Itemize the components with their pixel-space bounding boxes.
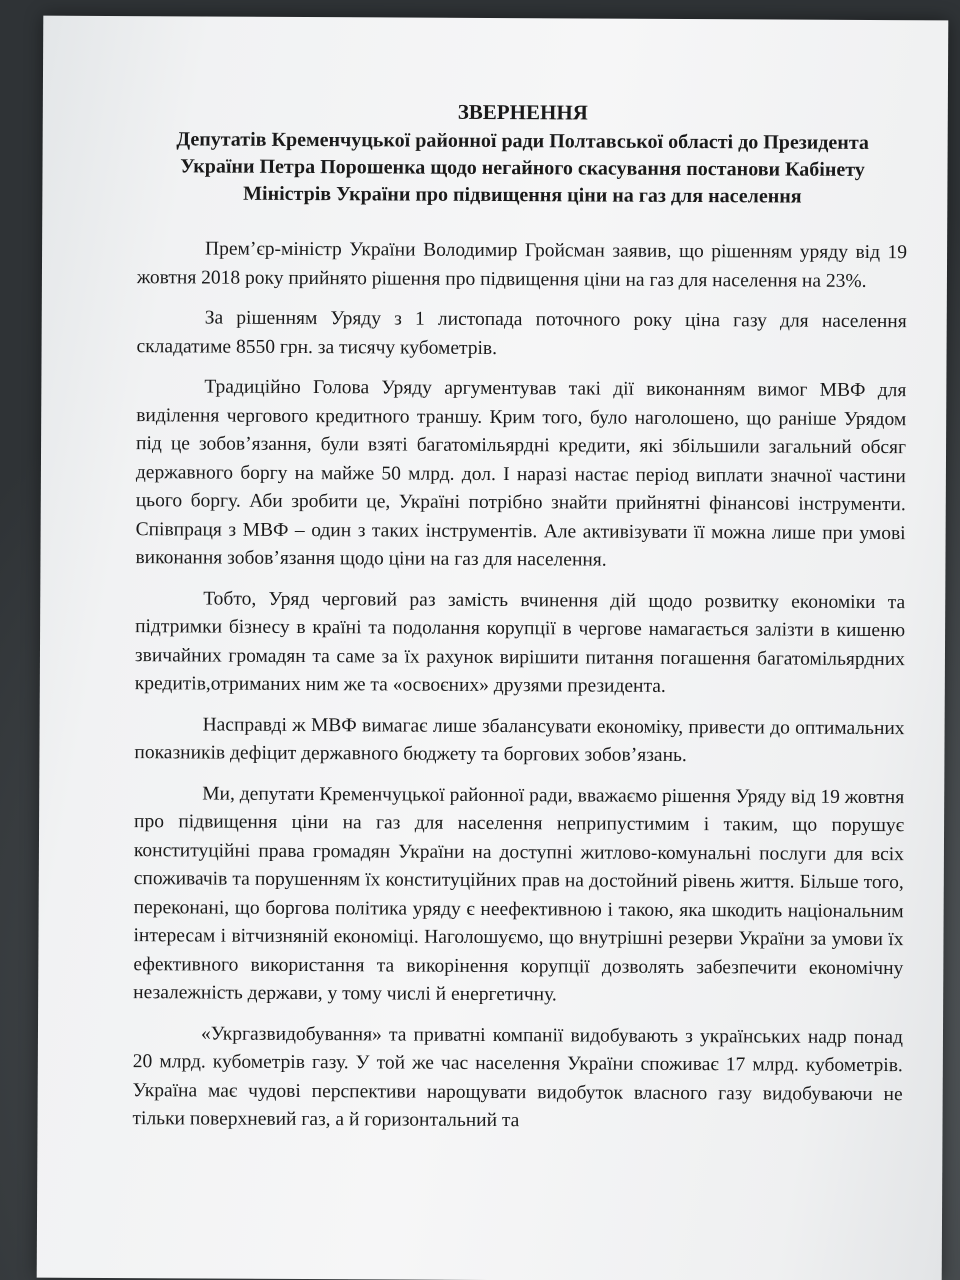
document-body	[132, 96, 907, 1150]
paragraph-7: «Укргазвидобування» та приватні компанії видобувають з українських надр понад 20 млрд. кубометрів газу. У той же час населення України споживає 17 млрд. кубометрів. Україна має чудові перспективи нарощувати видобуток власного газу видобуваючи не тільки поверхневий газ, а й горизонтальний та	[132, 1022, 904, 1132]
paragraph-1: Прем’єр-міністр України Володимир Гройсман заявив, що рішенням уряду від 19 жовтня 2018 року прийнято рішення про підвищення ціни на газ для населення на 23%.	[136, 238, 908, 292]
paper-sheet	[37, 16, 949, 1280]
paragraph-3: Традиційно Голова Уряду аргументував такі дії виконанням вимог МВФ для виділення чергового кредитного траншу. Крим того, було наголошено, що раніше Урядом під це зобов’язання, були взяті багатомільярдні кредити, які збільшили загальний обсяг державного боргу на майже 50 млрд. дол. І наразі настає період виплати значної частини цього боргу. Аби зробити це, Україні потрібно знайти прийнятні фінансові інструменти. Співпраця з МВФ – один з таких інструментів. Але активізувати її можна лише при умові виконання зобов’язання щодо ціни на газ для населення.	[135, 376, 907, 571]
document-subtitle: Депутатів Кременчуцької районної ради Полтавської області до Президента України Петра Порошенка щодо негайного скасування постанови Кабінету Міністрів України про підвищення ціни на газ для населення	[176, 128, 869, 208]
paragraph-5: Насправді ж МВФ вимагає лише збалансувати економіку, привести до оптимальних показників дефіцит державного бюджету та боргових зобов’язань.	[134, 713, 905, 767]
paragraph-6: Ми, депутати Кременчуцької районної ради, вважаємо рішення Уряду від 19 жовтня про підвищення ціни на газ для населення неприпустимим і таким, що порушує конституційні права громадян України на доступні житлово-комунальні послуги для всіх споживачів та порушенням їх конституційних прав на достойний рівень життя. Більше того, переконані, що боргова політика уряду є неефективною і такою, яка шкодить національним інтересам і вітчизняній економіці. Наголошуємо, що внутрішні резерви України за умови їх ефективного використання та викорінення корупції дозволять забезпечити економічну незалежність держави, у тому числі й енергетичну.	[133, 782, 905, 1006]
document-title: ЗВЕРНЕННЯ	[457, 99, 588, 125]
paragraph-2: За рішенням Уряду з 1 листопада поточного року ціна газу для населення складатиме 8550 грн. за тисячу кубометрів.	[136, 307, 907, 359]
paragraph-4: Тобто, Уряд черговий раз замість вчинення дій щодо розвитку економіки та підтримки бізнесу в країні та подолання корупції в чергове намагається залізти в кишеню звичайних громадян та саме за їх рахунок вирішити питання погашення багатомільярдних кредитів,отриманих ним же та «освоєних» друзями президента.	[134, 587, 906, 697]
